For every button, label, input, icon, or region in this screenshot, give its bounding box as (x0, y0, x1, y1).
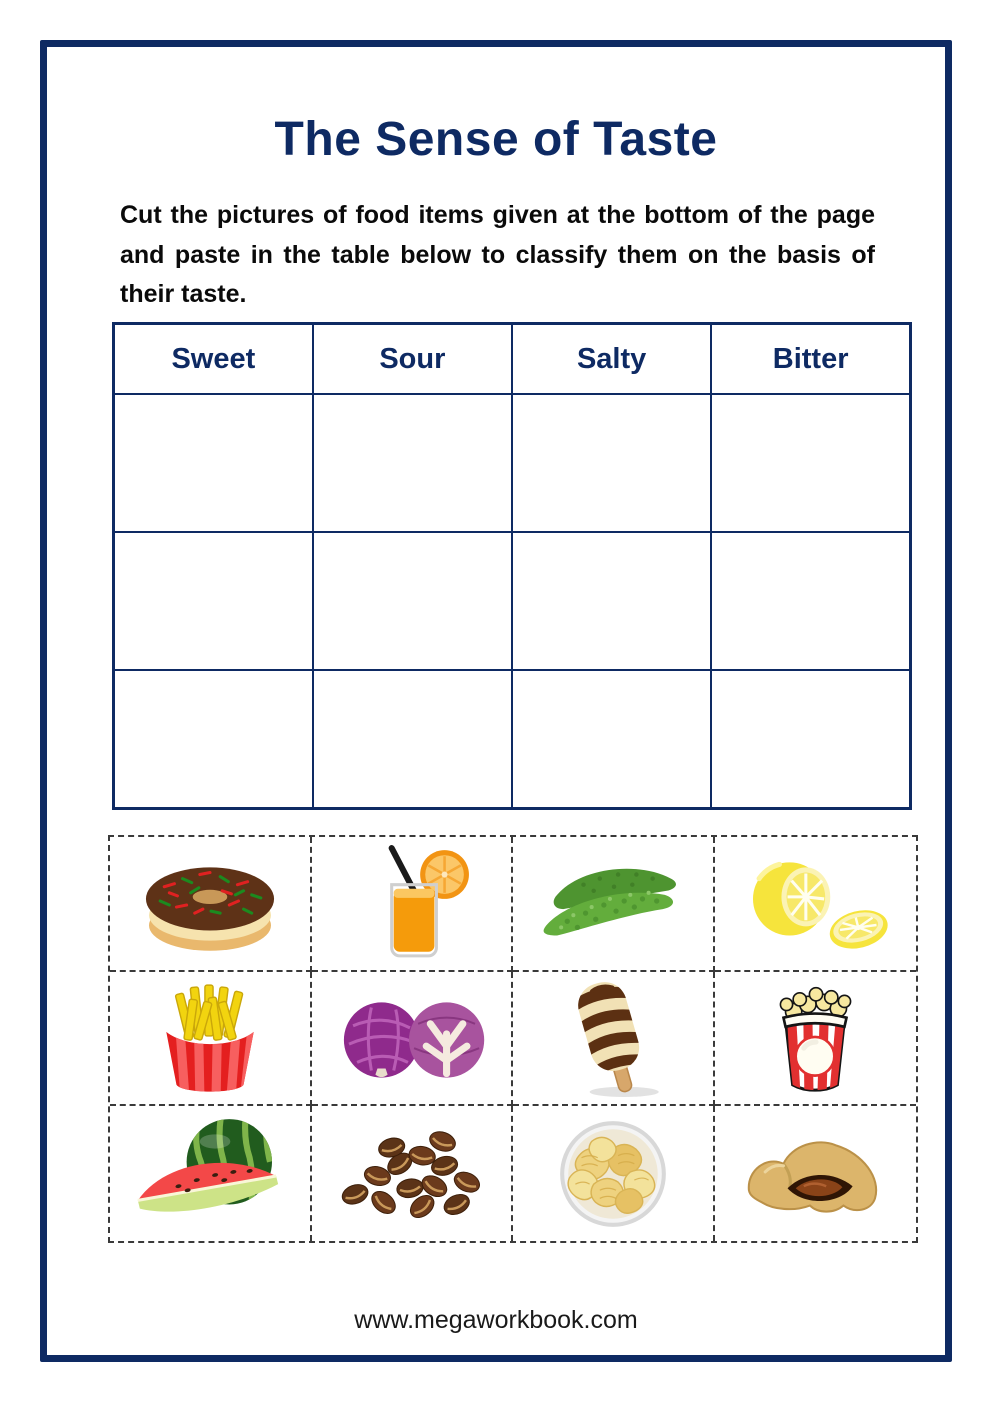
orange-juice-image (321, 842, 501, 964)
page-title: The Sense of Taste (274, 113, 718, 166)
food-item-popsicle (513, 972, 715, 1107)
chocolate-donut-image (120, 842, 300, 964)
tamarind-pod-image (725, 1113, 905, 1235)
purple-cabbage-image (321, 977, 501, 1099)
empty-paste-cell (313, 670, 512, 809)
food-item-lemon (715, 837, 917, 972)
coffee-beans-image (321, 1113, 501, 1235)
empty-paste-cell (114, 670, 313, 809)
table-row (114, 394, 911, 532)
empty-paste-cell (114, 532, 313, 670)
popsicle-image (523, 977, 703, 1099)
table-header-row (114, 324, 911, 395)
column-header-bitter: Bitter (711, 324, 910, 395)
instructions-text: Cut the pictures of food items given at the bottom of the page and paste in the table below to classify them on the basis of their taste. (120, 201, 875, 308)
bitter-gourd-image (523, 842, 703, 964)
food-cutout-grid (108, 835, 918, 1243)
food-item-coffee-beans (312, 1106, 514, 1241)
empty-paste-cell (114, 394, 313, 532)
potato-chips-image (523, 1113, 703, 1235)
french-fries-image (120, 977, 300, 1099)
column-header-sour: Sour (313, 324, 512, 395)
empty-paste-cell (313, 394, 512, 532)
food-item-potato-chips (513, 1106, 715, 1241)
empty-paste-cell (512, 394, 711, 532)
food-item-watermelon (110, 1106, 312, 1241)
empty-paste-cell (313, 532, 512, 670)
food-item-chocolate-donut (110, 837, 312, 972)
food-item-purple-cabbage (312, 972, 514, 1107)
watermelon-image (120, 1113, 300, 1235)
empty-paste-cell (512, 532, 711, 670)
column-header-sweet: Sweet (114, 324, 313, 395)
empty-paste-cell (711, 670, 910, 809)
lemon-image (725, 842, 905, 964)
empty-paste-cell (711, 532, 910, 670)
empty-paste-cell (512, 670, 711, 809)
table-row (114, 670, 911, 809)
empty-paste-cell (711, 394, 910, 532)
footer-url: www.megaworkbook.com (354, 1306, 638, 1334)
taste-classification-table (112, 322, 912, 810)
food-item-french-fries (110, 972, 312, 1107)
popcorn-bucket-image (725, 977, 905, 1099)
table-row (114, 532, 911, 670)
food-item-bitter-gourd (513, 837, 715, 972)
food-item-popcorn (715, 972, 917, 1107)
food-item-tamarind (715, 1106, 917, 1241)
column-header-salty: Salty (512, 324, 711, 395)
food-item-orange-juice (312, 837, 514, 972)
